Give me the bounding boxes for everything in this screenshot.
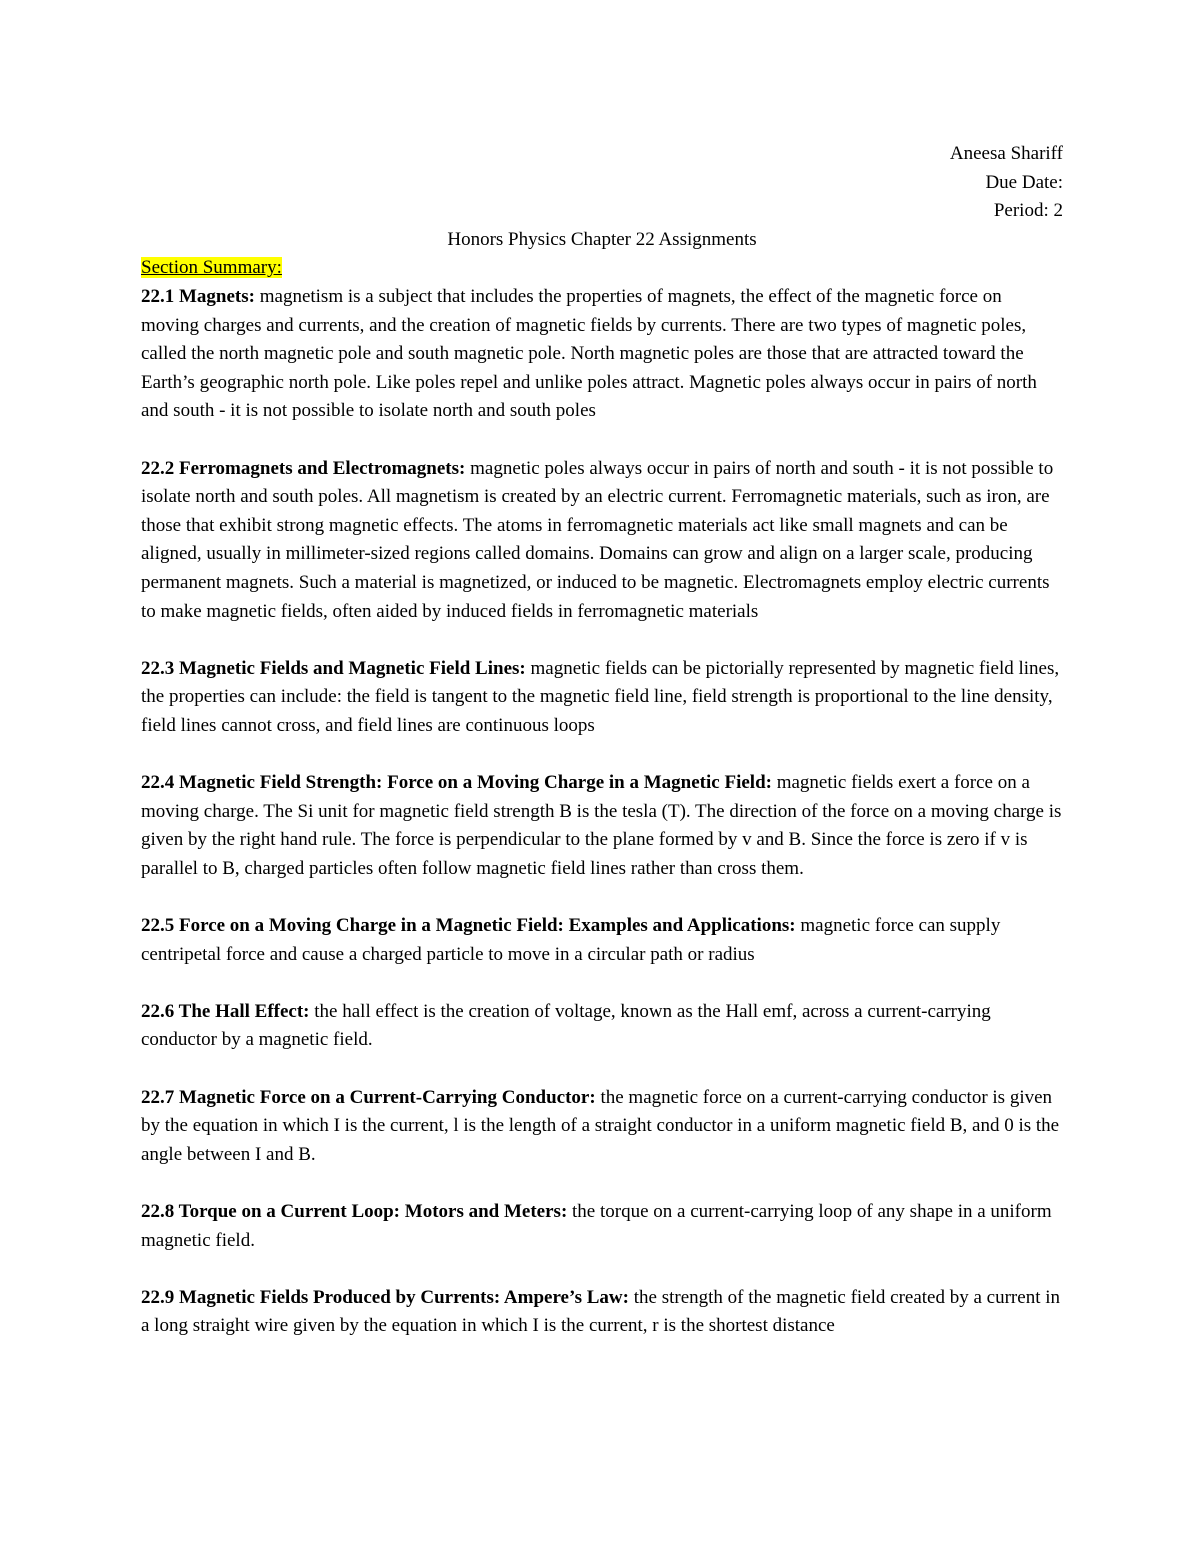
section-heading: 22.3 Magnetic Fields and Magnetic Field Lines: [141,657,526,679]
section-heading: 22.6 The Hall Effect: [141,1000,310,1022]
section-22-5 [141,912,1063,969]
section-summary-label-row [141,254,1063,283]
section-22-4 [141,769,1063,883]
section-body: magnetic poles always occur in pairs of north and south - it is not possible to isolate north and south poles. All magnetism is created by an electric current. Ferromagnetic materials, such as iron, are those that exhibit strong magnetic effects. The atoms in ferromagnetic materials act like small magnets and can be aligned, usually in millimeter-sized regions called domains. Domains can grow and align on a larger scale, producing permanent magnets. Such a material is magnetized, or induced to be magnetic. Electromagnets employ electric currents to make magnetic fields, often aided by induced fields in ferromagnetic materials [141,457,1054,622]
section-22-2 [141,455,1063,627]
section-body: the strength of the magnetic field created by a current in a long straight wire given by the equation in which I is the current, r is the shortest distance [141,1286,1061,1337]
due-date: Due Date: [985,171,1063,193]
section-22-3 [141,655,1063,741]
section-22-8 [141,1198,1063,1255]
section-body: the magnetic force on a current-carrying conductor is given by the equation in which I is the current, l is the length of a straight conductor in a uniform magnetic field B, and 0 is the angle between I and B. [141,1086,1060,1165]
section-body: magnetism is a subject that includes the properties of magnets, the effect of the magnetic force on moving charges and currents, and the creation of magnetic fields by currents. There are two types of magnetic poles, called the north magnetic pole and south magnetic pole. North magnetic poles are those that are attracted toward the Earth’s geographic north pole. Like poles repel and unlike poles attract. Magnetic poles always occur in pairs of north and south - it is not possible to isolate north and south poles [141,285,1037,422]
document-content [141,140,1063,1370]
section-22-7 [141,1084,1063,1170]
section-heading: 22.8 Torque on a Current Loop: Motors and Meters: [141,1200,568,1222]
section-body: magnetic fields can be pictorially represented by magnetic field lines, the properties can include: the field is tangent to the magnetic field line, field strength is proportional to the line density, field lines cannot cross, and field lines are continuous loops [141,657,1060,736]
section-heading: 22.2 Ferromagnets and Electromagnets: [141,457,466,479]
document-title: Honors Physics Chapter 22 Assignments [447,228,757,250]
section-summary-label: Section Summary: [141,257,282,279]
section-heading: 22.5 Force on a Moving Charge in a Magnetic Field: Examples and Applications: [141,915,796,937]
section-heading: 22.4 Magnetic Field Strength: Force on a Moving Charge in a Magnetic Field: [141,772,772,794]
section-heading: 22.1 Magnets: [141,285,255,307]
section-heading: 22.7 Magnetic Force on a Current-Carrying Conductor: [141,1086,596,1108]
section-body: the hall effect is the creation of voltage, known as the Hall emf, across a current-carrying conductor by a magnetic field. [141,1000,991,1051]
section-22-1 [141,283,1063,426]
period: Period: 2 [993,200,1063,222]
section-body: the torque on a current-carrying loop of any shape in a uniform magnetic field. [141,1200,1052,1251]
section-22-6 [141,998,1063,1055]
student-name: Aneesa Shariff [949,143,1063,164]
section-body: magnetic fields exert a force on a moving charge. The Si unit for magnetic field strength B is the tesla (T). The direction of the force on a moving charge is given by the right hand rule. The force is perpendicular to the plane formed by v and B. Since the force is zero if v is parallel to B, charged particles often follow magnetic field lines rather than cross them. [141,772,1062,879]
section-heading: 22.9 Magnetic Fields Produced by Currents: Ampere’s Law: [141,1286,629,1308]
section-22-9 [141,1284,1063,1341]
section-body: magnetic force can supply centripetal force and cause a charged particle to move in a circular path or radius [141,915,1001,965]
